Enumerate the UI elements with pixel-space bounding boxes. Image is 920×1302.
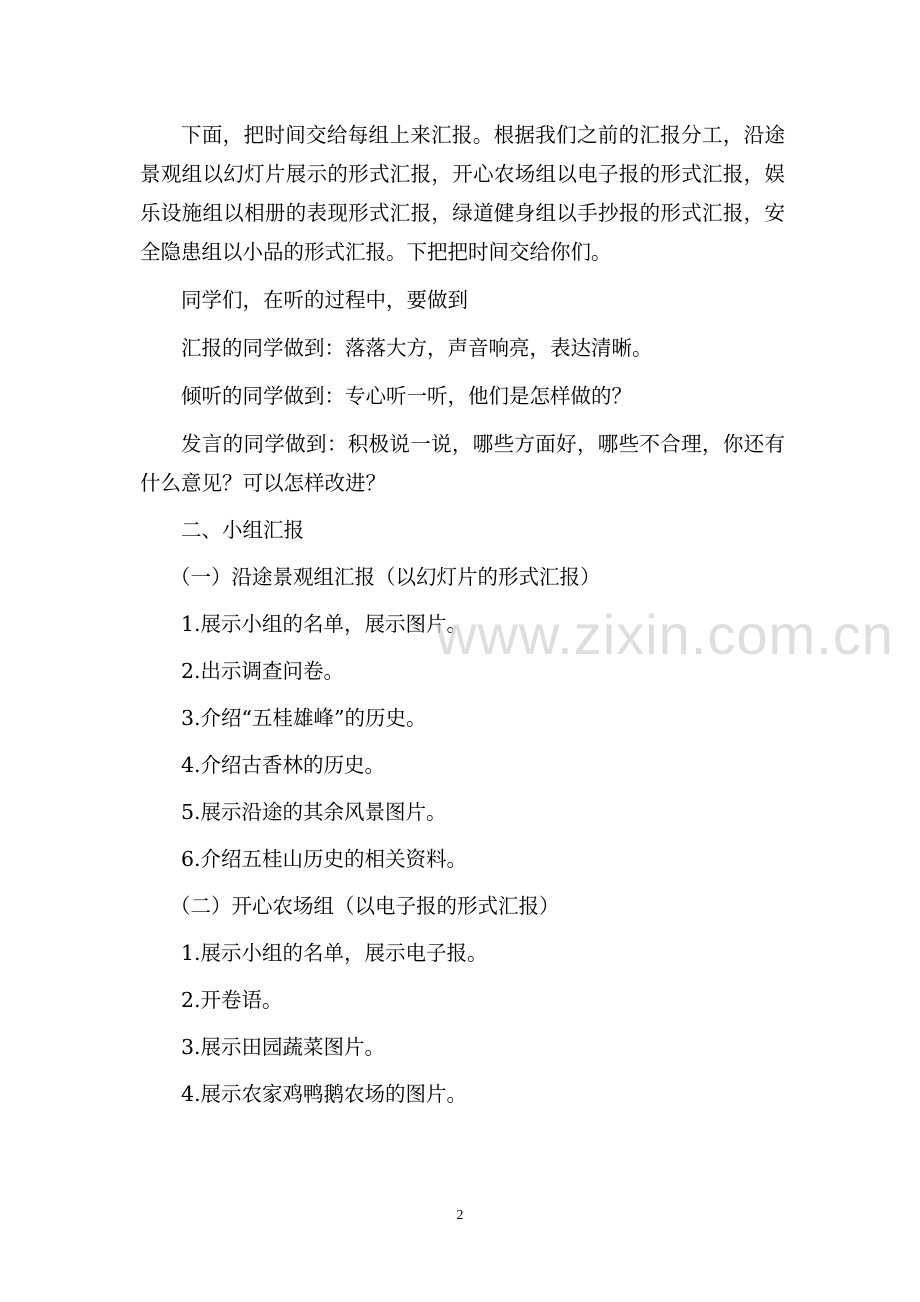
list-item: 1.展示小组的名单，展示图片。 [181, 612, 468, 636]
list-item: 2.开卷语。 [181, 988, 283, 1012]
intro-paragraph: 下面，把时间交给每组上来汇报。根据我们之前的汇报分工，沿途景观组以幻灯片展示的形式汇报，开心农场组以电子报的形式汇报，娱乐设施组以相册的表现形式汇报，绿道健身组以手抄报的形式汇报，安全隐患组以小品的形式汇报。下把把时间交给你们。 [140, 123, 785, 264]
speakers-paragraph: 发言的同学做到：积极说一说，哪些方面好，哪些不合理，你还有什么意见？可以怎样改进？ [140, 432, 785, 495]
list-item: 4.展示农家鸡鸭鹅农场的图片。 [181, 1082, 468, 1106]
reporters-line: 汇报的同学做到：落落大方，声音响亮，表达清晰。 [181, 336, 653, 360]
listeners-line: 倾听的同学做到：专心听一听，他们是怎样做的？ [181, 384, 632, 408]
list-item: 6.介绍五桂山历史的相关资料。 [181, 847, 468, 871]
page-number: 2 [456, 1208, 464, 1223]
list-item: 4.介绍古香林的历史。 [181, 753, 386, 777]
section-heading: 二、小组汇报 [181, 518, 304, 542]
list-item: 1.展示小组的名单，展示电子报。 [181, 941, 488, 965]
list-item: 2.出示调查问卷。 [181, 659, 345, 683]
list-item: 3.介绍“五桂雄峰”的历史。 [181, 706, 427, 730]
list-item: 5.展示沿途的其余风景图片。 [181, 800, 447, 824]
list-item: 3.展示田园蔬菜图片。 [181, 1035, 386, 1059]
document-body [140, 116, 785, 1114]
group-one-heading: （一）沿途景观组汇报（以幻灯片的形式汇报） [170, 565, 601, 589]
watermark: www.zixin.com.cn [436, 603, 894, 666]
students-line: 同学们，在听的过程中，要做到 [181, 288, 468, 312]
group-two-heading: （二）开心农场组（以电子报的形式汇报） [170, 894, 560, 918]
